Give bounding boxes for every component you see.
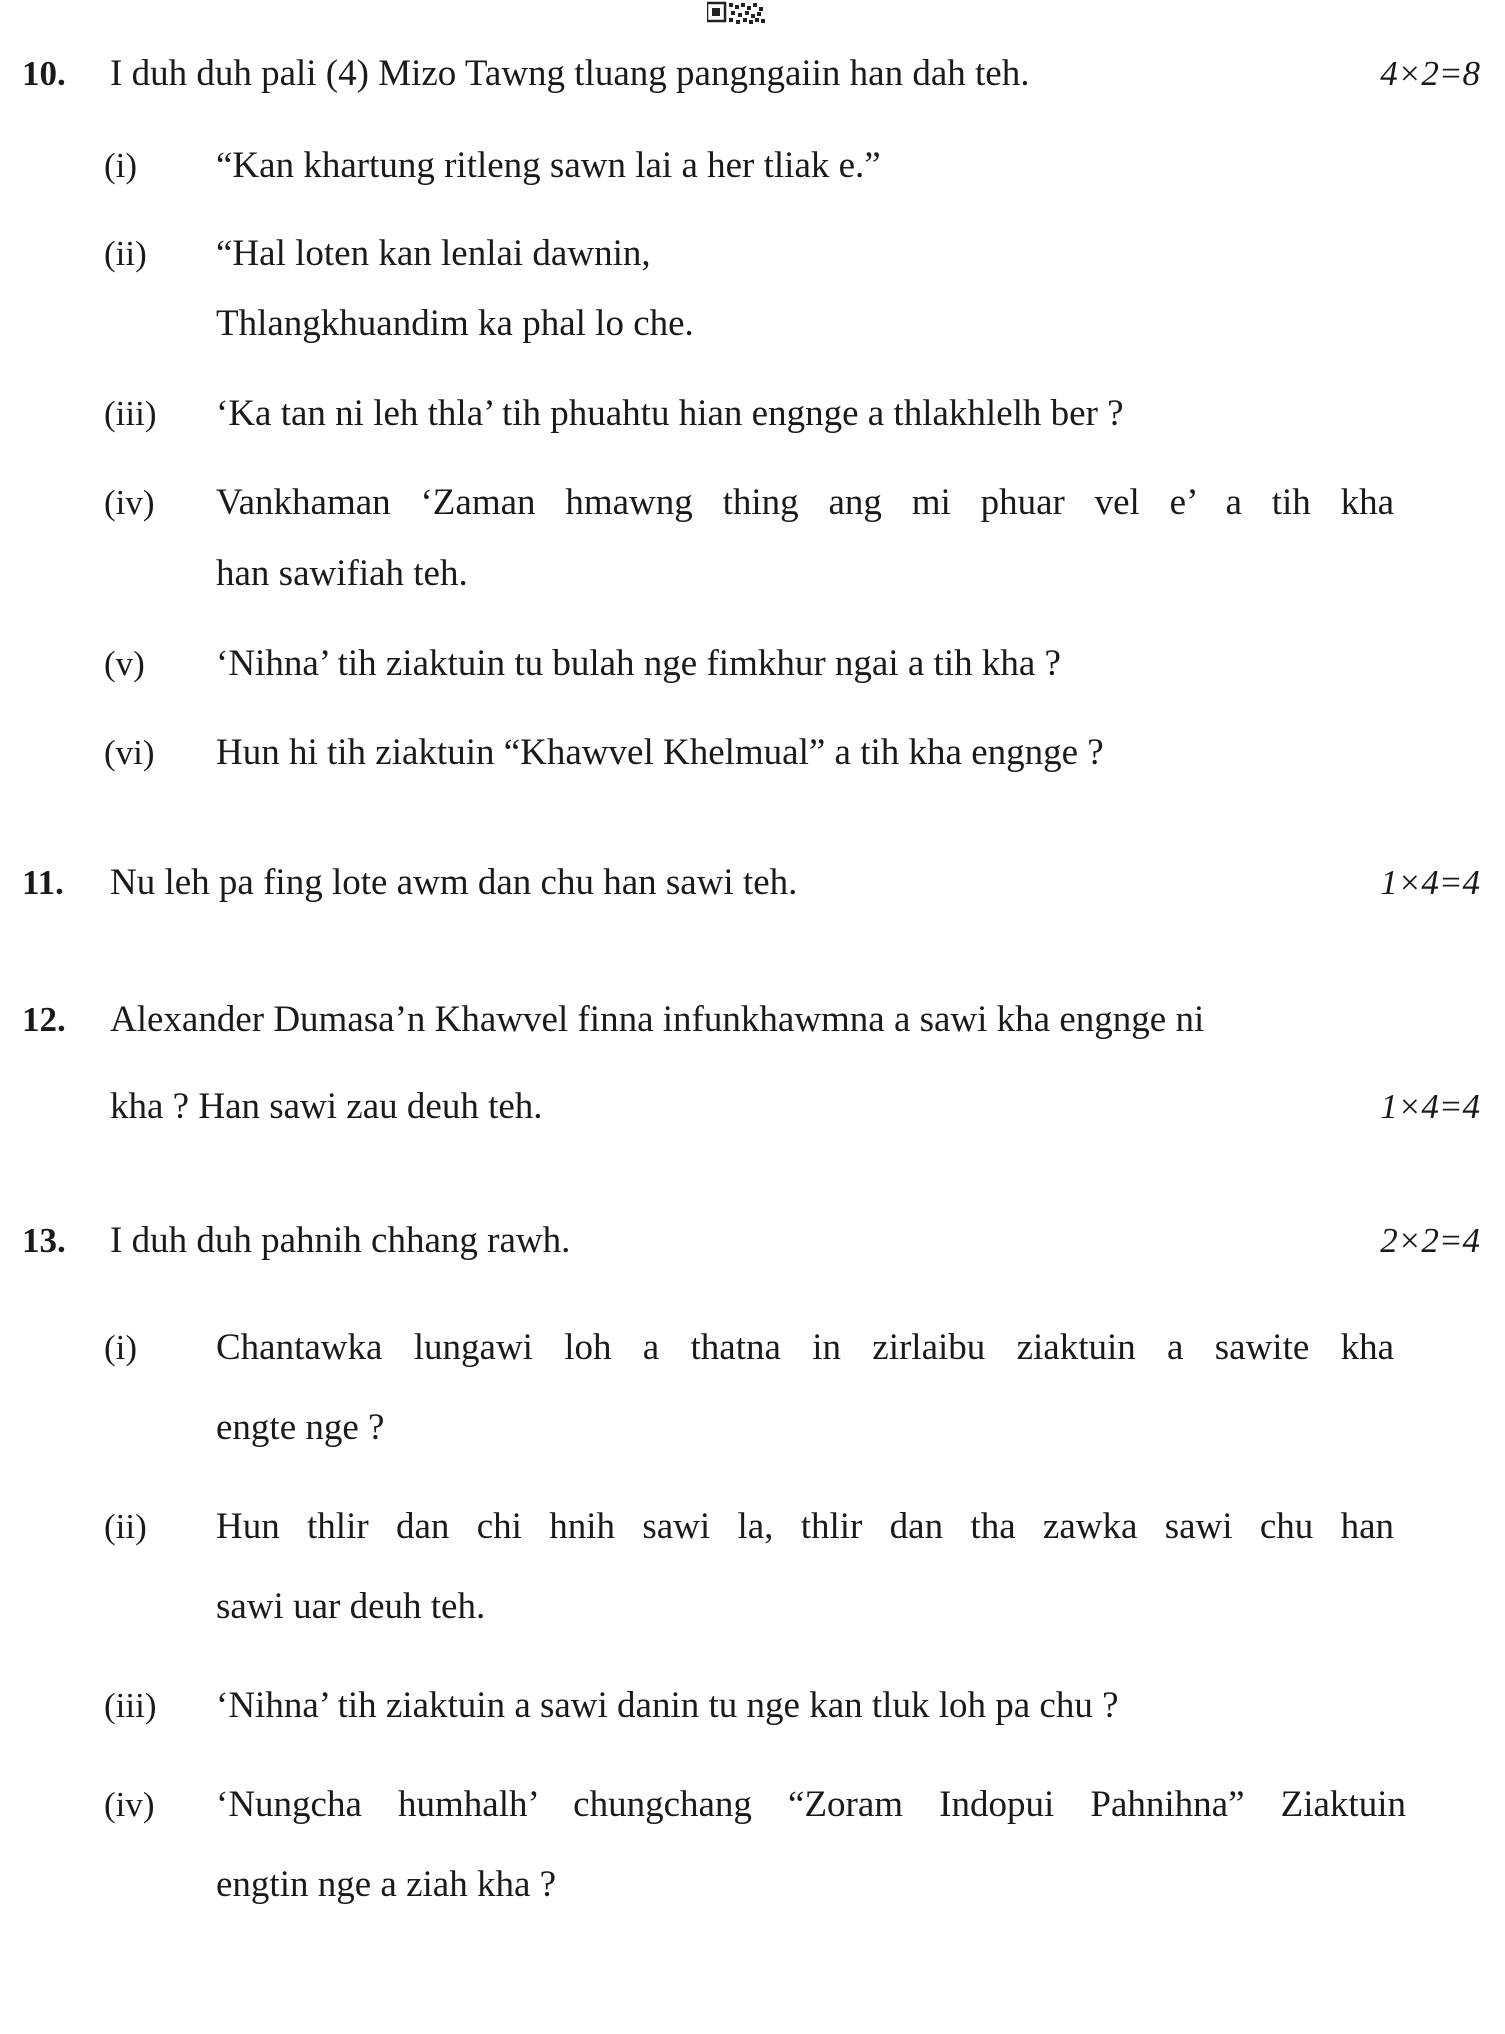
sub-question-label: (ii): [104, 234, 147, 273]
sub-question-10-iii: [0, 384, 1505, 444]
sub-question-13-iv: [0, 1775, 1505, 1835]
marks-label: 2×2=4: [1380, 1221, 1480, 1260]
sub-question-text: “Hal loten kan lenlai dawnin,: [216, 233, 651, 274]
question-text: I duh duh pali (4) Mizo Tawng tluang pangngaiin han dah teh.: [110, 53, 1030, 94]
sub-question-label: (iii): [104, 1686, 157, 1725]
sub-question-13-iii: [0, 1676, 1505, 1736]
sub-question-text: ‘Nungcha humhalh’ chungchang “Zoram Indopui Pahnihna” Ziaktuin: [216, 1784, 1406, 1825]
question-number: 13.: [22, 1221, 66, 1260]
sub-question-text: Vankhaman ‘Zaman hmawng thing ang mi phuar vel e’ a tih kha: [216, 482, 1394, 523]
sub-question-label: (iv): [104, 1785, 155, 1824]
question-text: Nu leh pa fing lote awm dan chu han sawi teh.: [110, 862, 798, 903]
question-10-header: [0, 44, 1505, 104]
question-text-continued: kha ? Han sawi zau deuh teh.: [110, 1086, 543, 1127]
sub-question-text: “Kan khartung ritleng sawn lai a her tliak e.”: [216, 145, 881, 186]
sub-question-text-continued: Thlangkhuandim ka phal lo che.: [216, 303, 694, 344]
question-text: I duh duh pahnih chhang rawh.: [110, 1220, 571, 1261]
sub-question-text: Hun thlir dan chi hnih sawi la, thlir dan tha zawka sawi chu han: [216, 1506, 1394, 1547]
sub-question-label: (iii): [104, 394, 157, 433]
sub-question-label: (iv): [104, 483, 155, 522]
sub-question-text: ‘Nihna’ tih ziaktuin a sawi danin tu nge kan tluk loh pa chu ?: [216, 1685, 1119, 1726]
sub-question-10-vi: [0, 723, 1505, 783]
sub-question-13-i: [0, 1318, 1505, 1378]
marks-label: 4×2=8: [1380, 54, 1480, 93]
question-text: Alexander Dumasa’n Khawvel finna infunkhawmna a sawi kha engnge ni: [110, 999, 1205, 1040]
question-number: 11.: [22, 863, 64, 902]
question-12-continued: [0, 1077, 1505, 1137]
qr-code-icon: [707, 1, 767, 25]
sub-question-text: Hun hi tih ziaktuin “Khawvel Khelmual” a tih kha engnge ?: [216, 732, 1104, 773]
sub-question-text: ‘Ka tan ni leh thla’ tih phuahtu hian engnge a thlakhlelh ber ?: [216, 393, 1124, 434]
sub-question-text-continued: engte nge ?: [216, 1407, 385, 1448]
sub-question-text-continued: han sawifiah teh.: [216, 553, 468, 594]
sub-question-10-iv: [0, 473, 1505, 533]
question-13-header: [0, 1211, 1505, 1271]
sub-question-text-continued: engtin nge a ziah kha ?: [216, 1864, 557, 1905]
sub-question-label: (i): [104, 1328, 138, 1367]
marks-label: 1×4=4: [1380, 1087, 1480, 1126]
question-12-header: [0, 990, 1505, 1050]
sub-question-label: (i): [104, 146, 138, 185]
sub-question-text: Chantawka lungawi loh a thatna in zirlaibu ziaktuin a sawite kha: [216, 1327, 1394, 1368]
marks-label: 1×4=4: [1380, 863, 1480, 902]
sub-question-text-continued: sawi uar deuh teh.: [216, 1586, 486, 1627]
question-11-header: [0, 853, 1505, 913]
sub-question-10-v: [0, 634, 1505, 694]
sub-question-label: (v): [104, 644, 145, 683]
sub-question-label: (ii): [104, 1507, 147, 1546]
sub-question-10-ii: [0, 224, 1505, 284]
question-number: 12.: [22, 1000, 66, 1039]
sub-question-text: ‘Nihna’ tih ziaktuin tu bulah nge fimkhur ngai a tih kha ?: [216, 643, 1061, 684]
sub-question-10-i: [0, 136, 1505, 196]
sub-question-13-ii: [0, 1497, 1505, 1557]
sub-question-label: (vi): [104, 733, 155, 772]
question-number: 10.: [22, 54, 66, 93]
